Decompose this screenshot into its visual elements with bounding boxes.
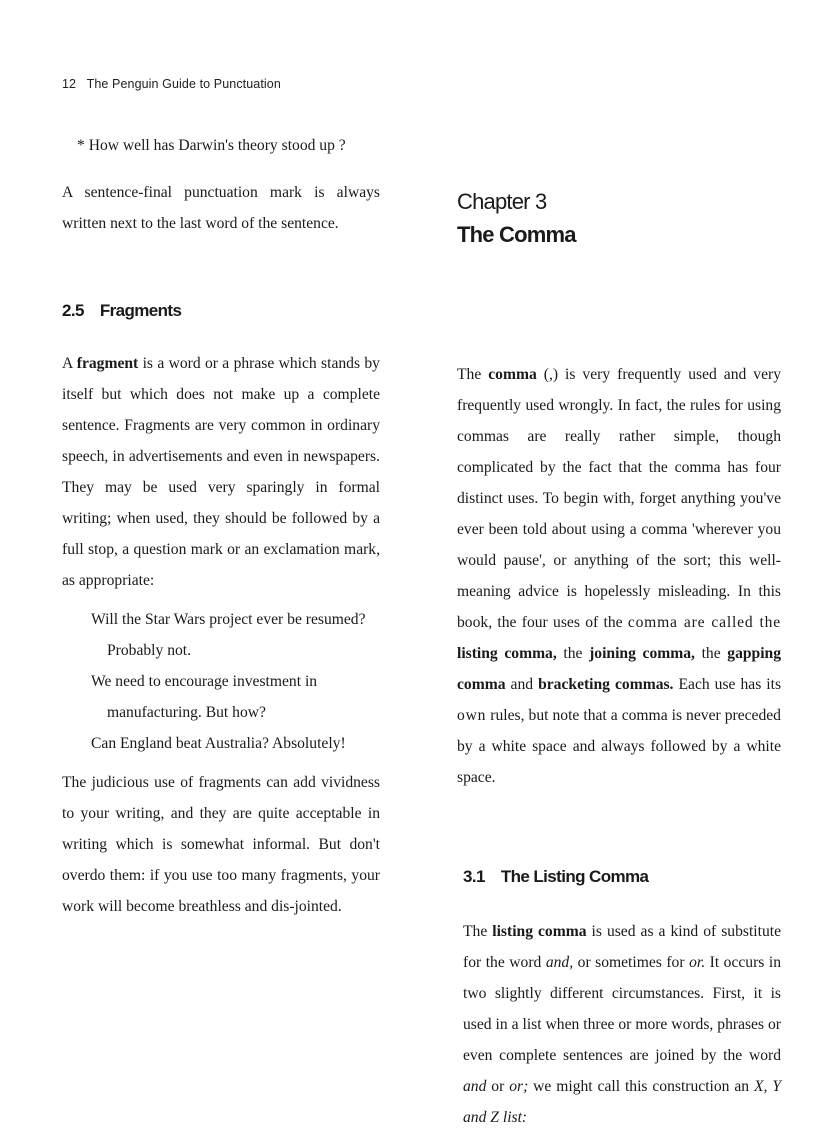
section-title: Fragments <box>99 301 182 320</box>
chapter-title: The Comma <box>457 222 576 247</box>
term-fragment: fragment <box>76 355 139 372</box>
section-title: The Listing Comma <box>500 867 649 886</box>
example-item: Will the Star Wars project ever be resumed? Probably not. <box>91 611 366 659</box>
section-heading-fragments <box>62 295 380 326</box>
chapter-number: Chapter 3 <box>457 189 547 214</box>
page-number: 12 <box>62 77 77 91</box>
example-item: Can England beat Australia? Absolutely! <box>91 735 346 752</box>
comma-paragraph: The comma (,) is very frequently used and very frequently used wrongly. In fact, the rules for using commas are really rather simple, though complicated by the fact that the comma has four distinct uses. To begin with, forget anything you've ever been told about using a comma 'wherever you would pause', or anything of the sort; this well-meaning advice is hopelessly misleading. In this book, the four uses of the comma are called the listing comma, the joining comma, the gapping comma and bracketing commas. Each use has its own rules, but note that a comma is never preceded by a white space and always followed by a white space. <box>457 366 782 786</box>
section-number: 3.1 <box>463 867 485 886</box>
fragment-paragraph: A fragment is a word or a phrase which stands by itself but which does not make up a complete sentence. Fragments are very common in ordinary speech, in advertisements and even in newspapers. They may be used very sparingly in formal writing; when used, they should be followed by a full stop, a question mark or an exclamation mark, as appropriate: <box>62 355 380 589</box>
example-item: We need to encourage investment in manufacturing. But how? <box>91 673 318 721</box>
star-example: * How well has Darwin's theory stood up ? <box>77 137 346 154</box>
right-column <box>457 185 781 1133</box>
listing-paragraph: The listing comma is used as a kind of substitute for the word and, or sometimes for or. It occurs in two slightly different circumstances. First, it is used in a list when three or more words, phrases or even complete sentences are joined by the word and or or; we might call this construction an X, Y and Z list: <box>463 923 781 1126</box>
section-heading-listing-comma <box>463 861 781 892</box>
left-column <box>62 130 380 922</box>
running-head <box>62 77 281 91</box>
judicious-paragraph: The judicious use of fragments can add vividness to your writing, and they are quite acceptable in writing which is somewhat informal. But don't overdo them: if you use too many fragments, your work will become breathless and dis-jointed. <box>62 774 380 915</box>
final-mark-paragraph: A sentence-final punctuation mark is always written next to the last word of the sentence. <box>62 184 380 232</box>
book-title: The Penguin Guide to Punctuation <box>86 77 281 91</box>
example-list <box>77 604 380 759</box>
section-number: 2.5 <box>62 301 84 320</box>
